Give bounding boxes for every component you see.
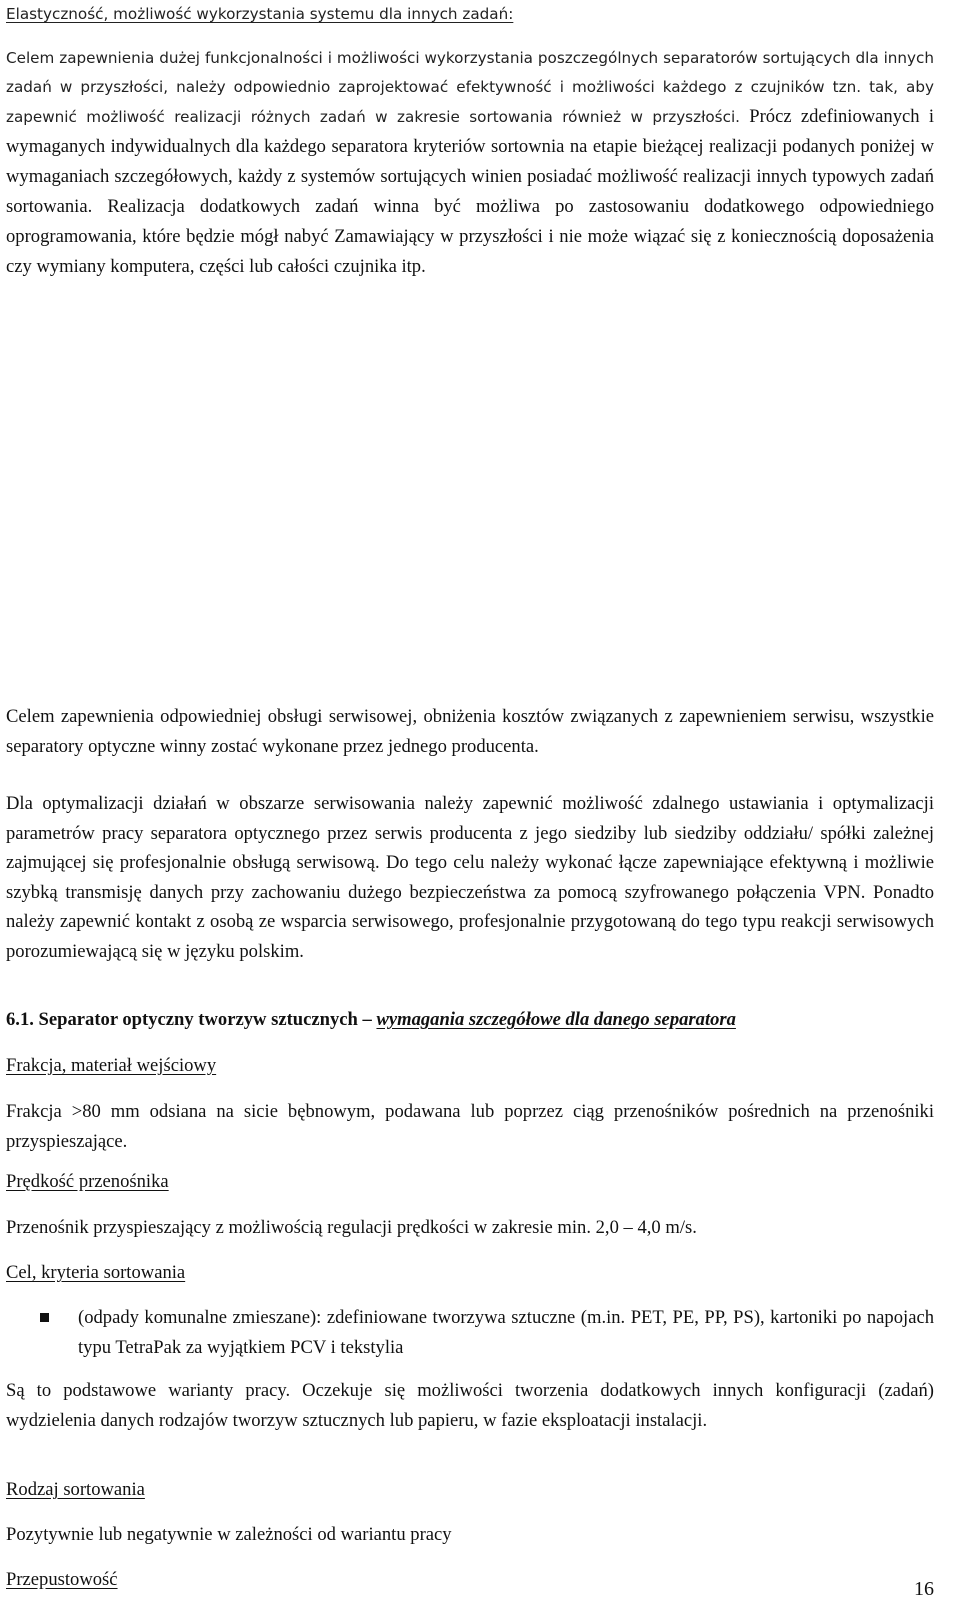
frakcja-label: Frakcja, materiał wejściowy xyxy=(6,1055,217,1076)
rodzaj-text: Pozytywnie lub negatywnie w zależności od wariantu pracy xyxy=(6,1524,452,1545)
para-remote-text: Dla optymalizacji działań w obszarze serwisowania należy zapewnić możliwość zdalnego ustawiania i optymalizacji parametrów pracy separatora optycznego przez serwis producenta z jego siedziby lub siedziby oddziału/ spółki zależnej zajmującej się profesjonalnie obsługą serwisową. Do tego celu należy wykonać łącze zapewniające efektywną i możliwie szybką transmisję danych przy zachowaniu dużego bezpieczeństwa za pomocą szyfrowanego połączenia VPN. Ponadto należy zapewnić kontakt z osobą ze wsparcia serwisowego, profesjonalnie przygotowaną do tego typu reakcji serwisowych porozumiewającą się w języku polskim. xyxy=(6,793,934,962)
para-flex-part-a: Celem zapewnienia dużej funkcjonalności i możliwości wykorzystania poszczególnych separatorów sortujących dla innych zadań w przyszłości, należy odpowiednio zaprojektować efektywność i możliwości każdego z czujników tzn. tak, aby zapewnić możliwość realizacji różnych zadań w zakresie sortowania również w przyszłości. xyxy=(6,49,934,126)
section-61-dash: – xyxy=(357,1009,377,1030)
cel-bullet-text: (odpady komunalne zmieszane): zdefiniowane tworzywa sztuczne (m.in. PET, PE, PP, PS), kartoniki po napojach typu TetraPak za wyjątkiem PCV i tekstylia xyxy=(78,1307,934,1358)
para-service-text: Celem zapewnienia odpowiedniej obsługi serwisowej, obniżenia kosztów związanych z zapewnieniem serwisu, wszystkie separatory optyczne winny zostać wykonane przez jednego producenta. xyxy=(6,706,934,757)
rodzaj-label: Rodzaj sortowania xyxy=(6,1479,145,1500)
para-remote xyxy=(6,789,934,966)
frakcja-text: Frakcja >80 mm odsiana na sicie bębnowym, podawana lub poprzez ciąg przenośników pośrednich na przenośniki przyspieszające. xyxy=(6,1101,934,1152)
frakcja-text-block xyxy=(6,1097,934,1156)
para-service xyxy=(6,702,934,761)
para-flex-part-c: Realizacja dodatkowych zadań winna być możliwa po zastosowaniu dodatkowego odpowiedniego oprogramowania, które będzie mógł nabyć Zamawiający w przyszłości i nie może wiązać się z koniecznością doposażenia czy wymiany komputera, części lub całości czujnika itp. xyxy=(6,196,934,277)
section-flex-heading: Elastyczność, możliwość wykorzystania systemu dla innych zadań: xyxy=(6,5,514,23)
cel-label: Cel, kryteria sortowania xyxy=(6,1262,186,1283)
cel-text: Są to podstawowe warianty pracy. Oczekuje się możliwości tworzenia dodatkowych innych konfiguracji (zadań) wydzielenia danych rodzajów tworzyw sztucznych lub papieru, w fazie eksploatacji instalacji. xyxy=(6,1380,934,1431)
section-61-line xyxy=(6,1005,934,1035)
frakcja-label-block xyxy=(6,1051,934,1081)
page-number: 16 xyxy=(914,1578,934,1600)
section-61-subtitle: wymagania szczegółowe dla danego separatora xyxy=(376,1009,736,1030)
rodzaj-label-block xyxy=(6,1475,934,1505)
rodzaj-text-block xyxy=(6,1520,934,1550)
przepustowosc-label-block xyxy=(6,1565,934,1595)
section-61-number: 6.1. xyxy=(6,1009,34,1030)
square-bullet-icon xyxy=(40,1313,49,1322)
section-61-heading xyxy=(6,1005,934,1035)
para-flex-text xyxy=(6,44,934,282)
predkosc-label-block xyxy=(6,1167,934,1197)
cel-label-block xyxy=(6,1258,934,1288)
predkosc-text: Przenośnik przyspieszający z możliwością regulacji prędkości w zakresie min. 2,0 – 4,0 m/s. xyxy=(6,1217,697,1238)
predkosc-label: Prędkość przenośnika xyxy=(6,1171,169,1192)
para-flex-part-b: Prócz zdefiniowanych i wymaganych indywidualnych dla każdego separatora kryteriów sortownia na etapie bieżącej realizacji podanych poniżej w wymaganiach szczegółowych, każdy z systemów sortujących winien posiadać możliwość realizacji innych typowych zadań sortowania. xyxy=(6,106,934,217)
przepustowosc-label: Przepustowość xyxy=(6,1569,118,1590)
section-61-title: Separator optyczny tworzyw sztucznych xyxy=(38,1009,358,1030)
section-flex xyxy=(6,0,934,29)
predkosc-text-block xyxy=(6,1213,934,1243)
cel-text-block xyxy=(6,1376,934,1435)
para-flex xyxy=(6,44,934,282)
